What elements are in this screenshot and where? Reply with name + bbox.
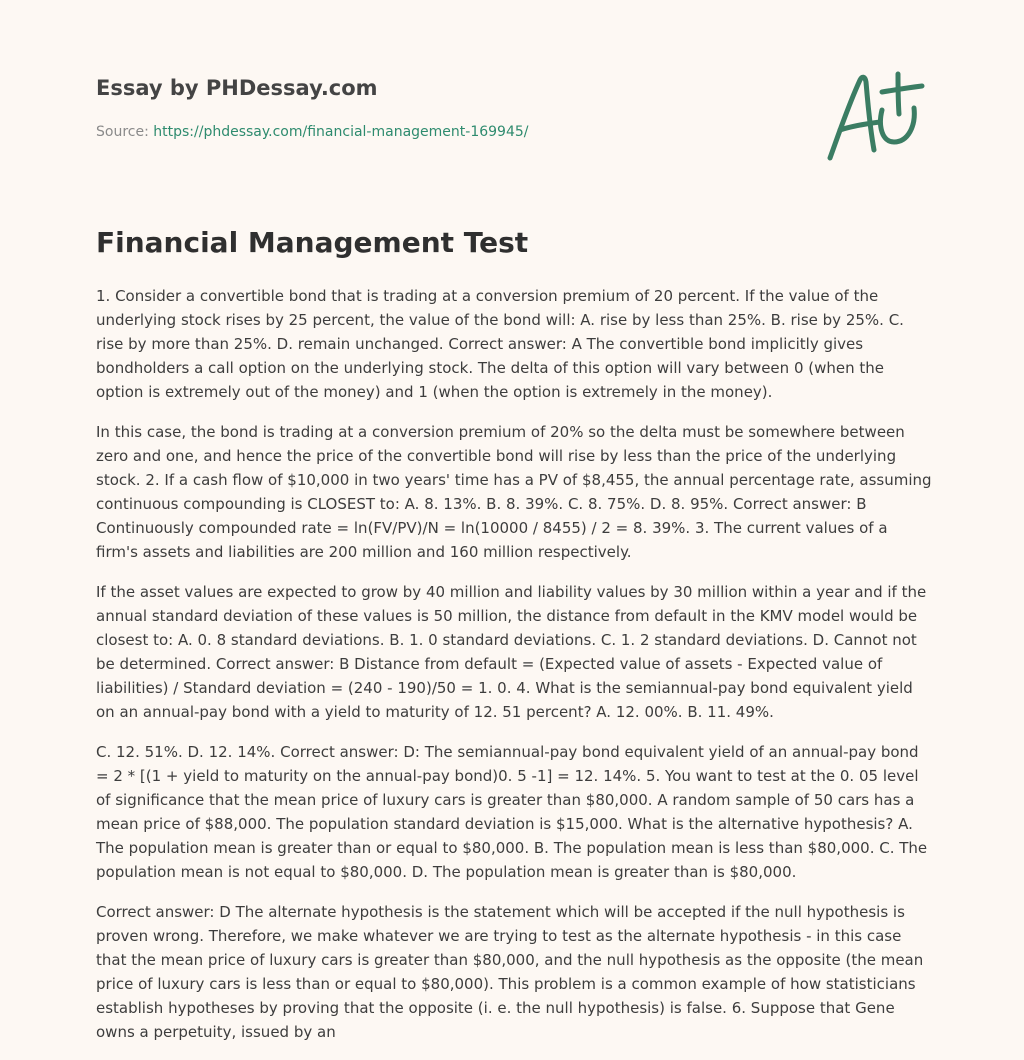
paragraph: 1. Consider a convertible bond that is trading at a conversion premium of 20 percent. If the value of the underlying stock rises by 25 percent, the value of the bond will: A. rise by less than 25%. B. rise by 25%. C. rise by more than 25%. D. remain unchanged. Correct answer: A The convertible bond implicitly gives bondholders a call option on the underlying stock. The delta of this option will vary between 0 (when the option is extremely out of the money) and 1 (when the option is extremely in the money). [96,287,904,401]
source-link[interactable]: https://phdessay.com/financial-management-169945/ [153,124,529,140]
paragraph: Correct answer: D The alternate hypothesis is the statement which will be accepted if the null hypothesis is proven wrong. Therefore, we make whatever we are trying to test as the alternate hypothesis - in this case that the mean price of luxury cars is greater than $80,000, and the null hypothesis as the opposite (the mean price of luxury cars is less than or equal to $80,000). This problem is a common example of how statisticians establish hypotheses by proving that the opposite (i. e. the null hypothesis) is false. 6. Suppose that Gene owns a perpetuity, issued by an [96,903,924,1041]
document-body [96,284,932,1060]
paragraph: In this case, the bond is trading at a conversion premium of 20% so the delta must be somewhere between zero and one, and hence the price of the convertible bond will rise by less than the price of the underlying stock. 2. If a cash flow of $10,000 in two years' time has a PV of $8,455, the annual percentage rate, assuming continuous compounding is CLOSEST to: A. 8. 13%. B. 8. 39%. C. 8. 75%. D. 8. 95%. Correct answer: B Continuously compounded rate = ln(FV/PV)/N = ln(10000 / 8455) / 2 = 8. 39%. 3. The current values of a firm's assets and liabilities are 200 million and 160 million respectively. [96,423,932,561]
a-plus-logo-icon [818,66,928,166]
site-title: Essay by PHDessay.com [96,76,378,100]
source-label: Source: [96,124,149,140]
document-title: Financial Management Test [96,226,529,259]
paragraph: If the asset values are expected to grow by 40 million and liability values by 30 million within a year and if the annual standard deviation of these values is 50 million, the distance from default in the KMV model would be closest to: A. 0. 8 standard deviations. B. 1. 0 standard deviations. C. 1. 2 standard deviations. D. Cannot not be determined. Correct answer: B Distance from default = (Expected value of assets - Expected value of liabilities) / Standard deviation = (240 - 190)/50 = 1. 0. 4. What is the semiannual-pay bond equivalent yield on an annual-pay bond with a yield to maturity of 12. 51 percent? A. 12. 00%. B. 11. 49%. [96,583,927,721]
paragraph: C. 12. 51%. D. 12. 14%. Correct answer: D: The semiannual-pay bond equivalent yield of an annual-pay bond = 2 * [(1 + yield to maturity on the annual-pay bond)0. 5 -1] = 12. 14%. 5. You want to test at the 0. 05 level of significance that the mean price of luxury cars is greater than $80,000. A random sample of 50 cars has a mean price of $88,000. The population standard deviation is $15,000. What is the alternative hypothesis? A. The population mean is greater than or equal to $80,000. B. The population mean is less than $80,000. C. The population mean is not equal to $80,000. D. The population mean is greater than is $80,000. [96,743,928,881]
source-line [96,124,528,140]
